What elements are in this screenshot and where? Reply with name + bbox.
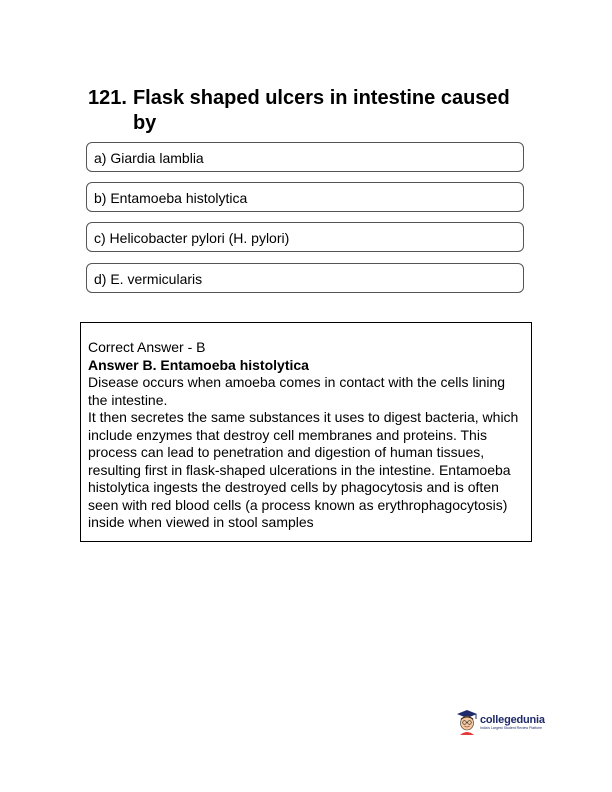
option-b[interactable]: b) Entamoeba histolytica [86, 182, 524, 212]
collegedunia-logo [456, 708, 556, 736]
explanation-paragraph-1: Disease occurs when amoeba comes in contact with the cells lining the intestine. [88, 374, 506, 408]
answer-title: Answer B. Entamoeba histolytica [88, 356, 309, 373]
option-c[interactable]: c) Helicobacter pylori (H. pylori) [86, 222, 524, 252]
mascot-icon [456, 709, 478, 735]
answer-explanation-box [80, 322, 532, 542]
explanation-paragraph-2: It then secretes the same substances it uses to digest bacteria, which include enzymes that destroy cell membranes and proteins. This process can lead to penetration and digestion of human tissues, resulting first in flask-shaped ulcerations in the intestine. Entamoeba histolytica ingests the destroyed cells by phagocytosis and is often seen with red blood cells (a process known as erythrophagocytosis) inside when viewed in stool samples [88, 409, 519, 530]
question-text: Flask shaped ulcers in intestine caused by [132, 87, 510, 134]
logo-tagline: India's Largest Student Review Platform [480, 725, 543, 730]
question-number: 121. [88, 87, 127, 109]
correct-answer-line: Correct Answer - B [88, 339, 206, 355]
option-d[interactable]: d) E. vermicularis [86, 263, 524, 293]
question-heading [88, 86, 528, 136]
logo-name: collegedunia [480, 713, 545, 726]
option-a[interactable]: a) Giardia lamblia [86, 142, 524, 172]
